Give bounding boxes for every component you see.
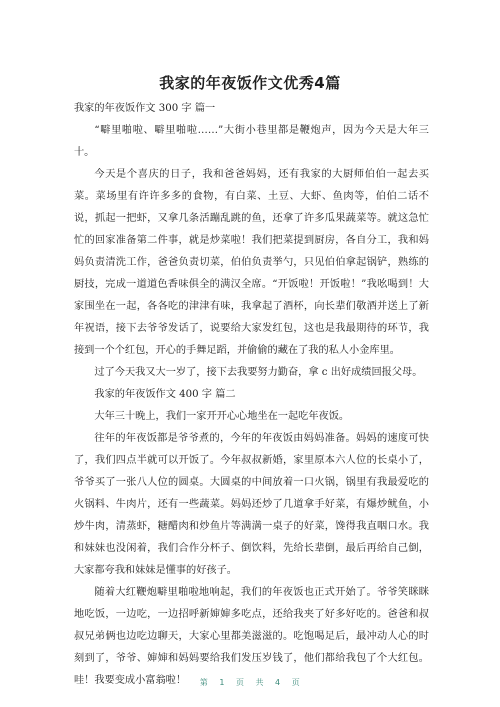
- article2-paragraph: 大年三十晚上，我们一家开开心心地坐在一起吃年夜饭。: [94, 411, 350, 422]
- article2-paragraph: 随着大红鞭炮噼里啪啦地响起，我们的年夜饭也正式开始了。爷爷笑眯眯地吃饭，一边吃，一边招呼新婶婶多吃点，还给我夹了好多好吃的。爸爸和叔叔兄弟俩也边吃边聊天，大家心里都美滋滋的。吃饱喝足后，最冲动人心的时刻到了，爷爷、婶婶和妈妈要给我们发压岁钱了，他们都给我包了个大红包。哇！我要变成小富翁啦！: [74, 587, 429, 686]
- document-body: [74, 98, 429, 692]
- article1-heading: 我家的年夜饭作文 300 字 篇一: [74, 103, 216, 114]
- article1-paragraph: 今天是个喜庆的日子，我和爸爸妈妈，还有我家的大厨师伯伯一起去买菜。菜场里有许许多多的食物，有白菜、土豆、大虾、鱼肉等，伯伯二话不说，抓起一把虾，又拿几条活蹦乱跳的鱼，还拿了许多瓜果蔬菜等。就这急忙忙的回家准备第二件事，就是炒菜啦！我们把菜提到厨房，各自分工，我和妈妈负责清洗工作，爸爸负责切菜，伯伯负责挙勺，只见伯伯拿起锅铲，熟练的厨技，完成一道道色香味俱全的满汉全席。“开饭啦！开饭啦！”我吆喝到！大家围坐在一起，各各吃的津津有味，我拿起了酒杯，向长辈们敬酒并送上了新年祝语，接下去爷爷发话了，说要给大家发红包，这也是我最期待的环节，我接到一个个红包，开心的手舞足蹈，并偷偷的藏在了我的私人小金库里。: [74, 169, 429, 356]
- document-title: 我家的年夜饭作文优秀4篇: [159, 74, 341, 92]
- article1-paragraph: 过了今天我又大一岁了，接下去我要努力勤奋，拿 c 出好成绩回报父母。: [94, 367, 423, 378]
- article2-paragraph: 往年的年夜饭都是爷爷煮的，今年的年夜饭由妈妈准备。妈妈的速度可快了，我们四点半就可以开饭了。今年叔叔新婚，家里原本六人位的长桌小了，爷爷买了一张八人位的圆桌。大圆桌的中间放着一口火锅，锅里有我最爱吃的火锅料、牛肉片，还有一些蔬菜。妈妈还炒了几道拿手好菜，有爆炒鱿鱼，小炒牛肉，清蒸虾，糖醋肉和炒鱼片等满满一桌子的好菜，馋得我直咽口水。我和妹妹也没闲着，我们合作分杯子、倒饮料，先给长辈倒，最后再给自己倒，大家都夸我和妹妹是懂事的好孩子。: [74, 433, 429, 576]
- article1-paragraph: “噼里啪啦、噼里啪啦……”大街小巷里都是鞭炮声，因为今天是大年三十。: [74, 125, 429, 158]
- page-footer: 第 1 页 共 4 页: [199, 678, 301, 687]
- article2-heading: 我家的年夜饭作文 400 字 篇二: [94, 389, 236, 400]
